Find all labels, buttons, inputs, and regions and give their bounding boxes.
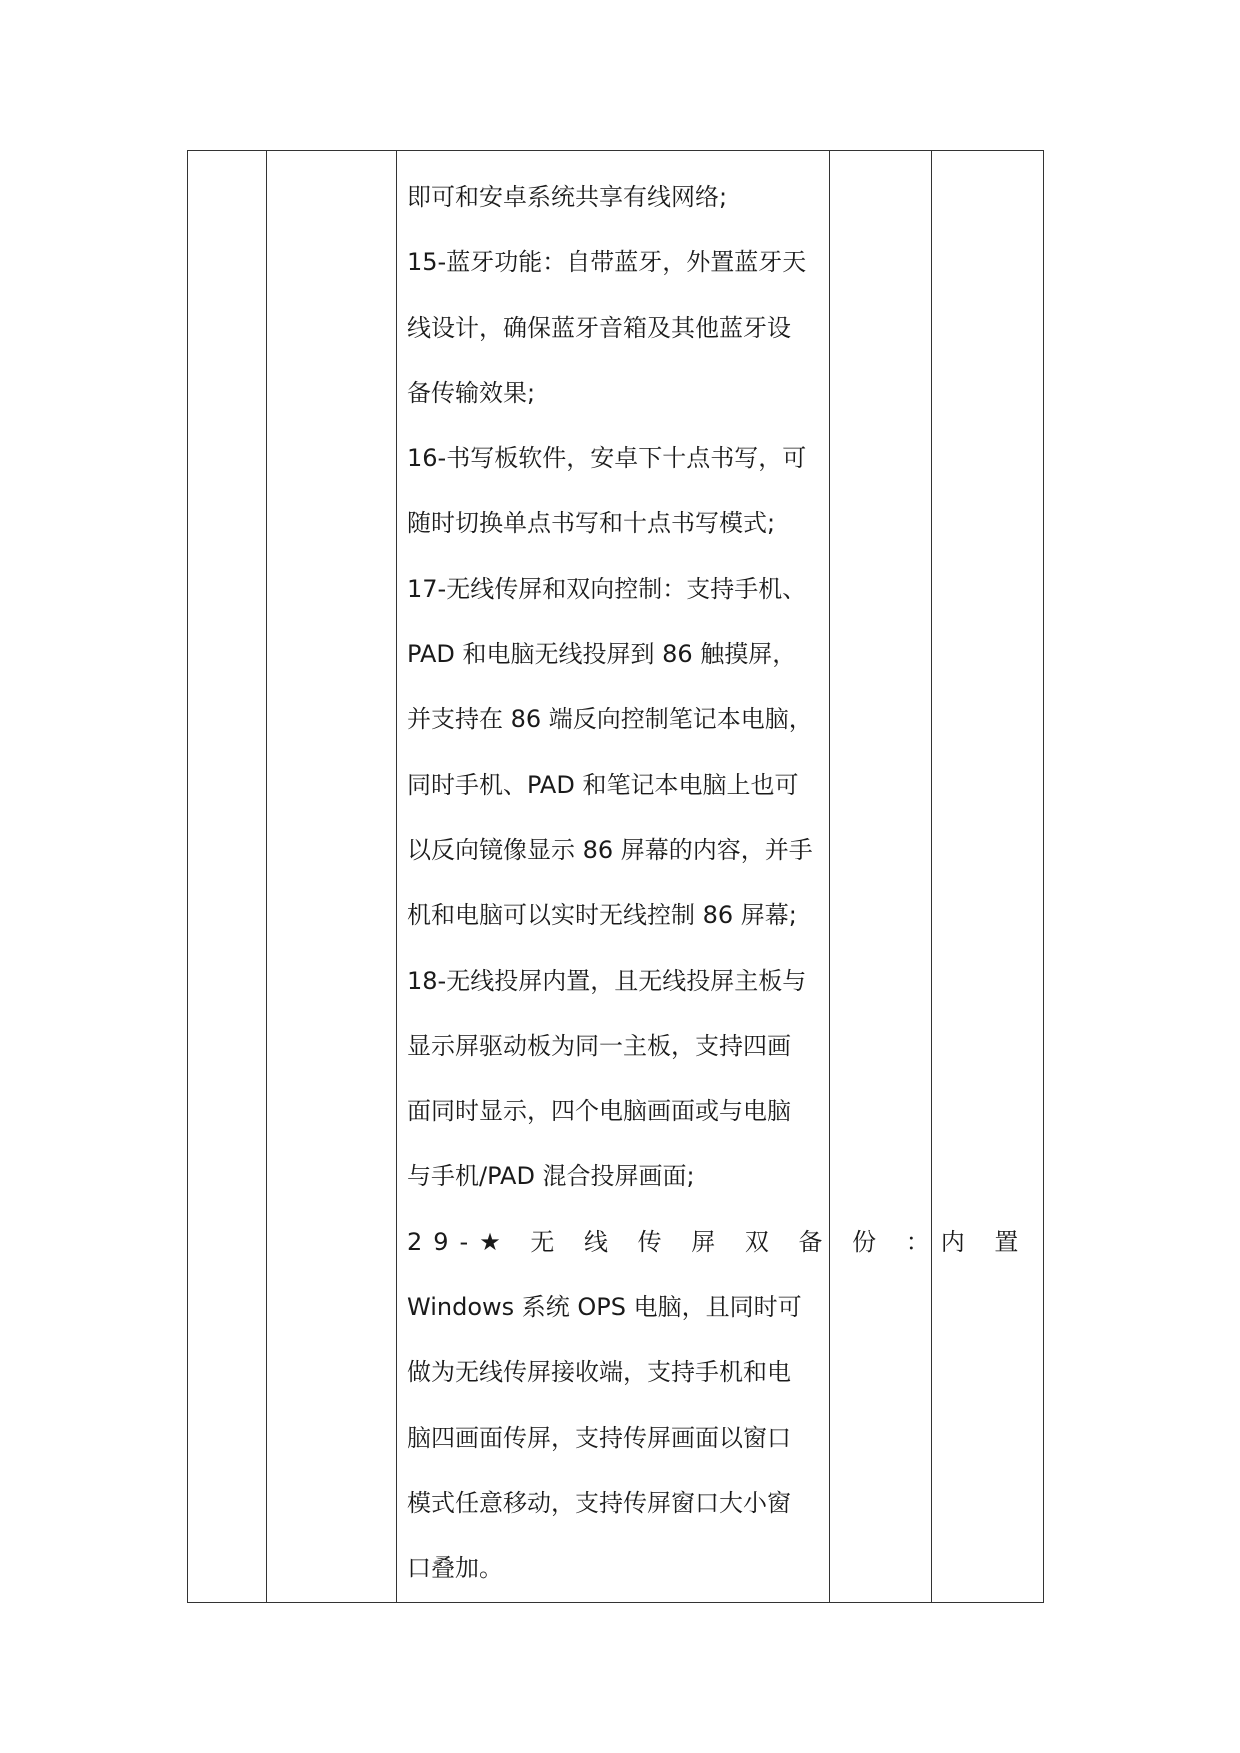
spec-line: 即可和安卓系统共享有线网络;: [407, 183, 728, 211]
spec-line: 15-蓝牙功能：自带蓝牙，外置蓝牙天: [407, 248, 807, 277]
spec-line: 并支持在 86 端反向控制笔记本电脑，: [407, 705, 813, 734]
spec-line: Windows 系统 OPS 电脑，且同时可: [407, 1293, 802, 1322]
spec-line: 显示屏驱动板为同一主板，支持四画: [407, 1031, 791, 1060]
spec-line: 29-★ 无 线 传 屏 双 备 份 ：内 置: [407, 1227, 1030, 1256]
table-row: [188, 151, 1044, 1603]
spec-line: 模式任意移动，支持传屏窗口大小窗: [407, 1488, 791, 1517]
table-cell-remark: [932, 151, 1044, 1603]
spec-line: 线设计，确保蓝牙音箱及其他蓝牙设: [407, 313, 791, 342]
table-cell-quantity: [830, 151, 932, 1603]
spec-line: 17-无线传屏和双向控制：支持手机、: [407, 574, 807, 603]
spec-table: [187, 150, 1044, 1603]
spec-line: 以反向镜像显示 86 屏幕的内容，并手: [407, 835, 813, 864]
spec-line: 与手机/PAD 混合投屏画面;: [407, 1162, 695, 1191]
spec-line: 备传输效果;: [407, 378, 536, 407]
spec-line: 口叠加。: [407, 1554, 503, 1583]
spec-line: 16-书写板软件，安卓下十点书写，可: [407, 444, 807, 473]
spec-line: 做为无线传屏接收端，支持手机和电: [407, 1358, 791, 1387]
table-cell-spec: [397, 151, 1030, 1603]
spec-line: 脑四画面传屏，支持传屏画面以窗口: [407, 1423, 791, 1452]
spec-text: [397, 151, 1030, 1602]
spec-line: PAD 和电脑无线投屏到 86 触摸屏，: [407, 640, 797, 669]
spec-line: 随时切换单点书写和十点书写模式;: [407, 509, 776, 538]
table-cell-item-name: [267, 151, 397, 1603]
spec-line: 机和电脑可以实时无线控制 86 屏幕;: [407, 901, 797, 930]
spec-line: 18-无线投屏内置，且无线投屏主板与: [407, 966, 807, 995]
spec-line: 面同时显示，四个电脑画面或与电脑: [407, 1097, 791, 1126]
spec-line: 同时手机、PAD 和笔记本电脑上也可: [407, 770, 799, 799]
table-cell-index: [188, 151, 267, 1603]
